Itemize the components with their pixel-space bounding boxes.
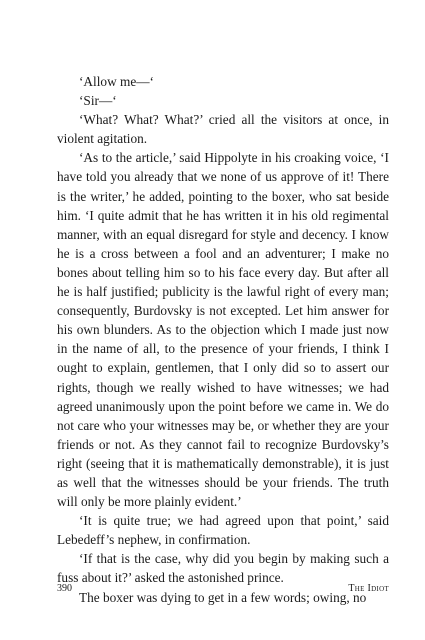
body-text (57, 72, 389, 607)
paragraph: ‘As to the article,’ said Hippolyte in his croaking voice, ‘I have told you already that we none of us approve of it! There is the writer,’ he added, pointing to the boxer, who sat beside him. ‘I quite admit that he has written it in his old regimental manner, with an equal disregard for style and decency. I know he is a cross between a fool and an adventurer; I make no bones about telling him so to his face every day. But after all he is half justified; publicity is the lawful right of every man; consequently, Burdovsky is not excepted. Let him answer for his own blunders. As to the objection which I made just now in the name of all, to the presence of your friends, I think I ought to explain, gentlemen, that I only did so to assert our rights, though we really wished to have witnesses; we had agreed unanimously upon the point before we came in. We do not care who your witnesses may be, or whether they are your friends or not. As they cannot fail to recognize Burdovsky’s right (seeing that it is mathematically demonstrable), it is just as well that the witnesses should be your friends. The truth will only be more plainly evident.’ (57, 150, 389, 510)
paragraph: ‘Allow me—‘ (79, 74, 154, 89)
page-number: 390 (57, 583, 72, 594)
paragraph: ‘What? What? What?’ cried all the visitors at once, in violent agitation. (57, 112, 389, 147)
paragraph: ‘If that is the case, why did you begin by making such a fuss about it?’ asked the astonished prince. (57, 551, 389, 586)
paragraph: The boxer was dying to get in a few words; owing, no (79, 589, 367, 605)
paragraph: ‘Sir—‘ (79, 93, 117, 109)
page-footer (57, 583, 389, 594)
paragraph: ‘It is quite true; we had agreed upon that point,’ said Lebedeff’s nephew, in confirmation. (57, 513, 389, 548)
running-title: The Idiot (348, 583, 389, 594)
